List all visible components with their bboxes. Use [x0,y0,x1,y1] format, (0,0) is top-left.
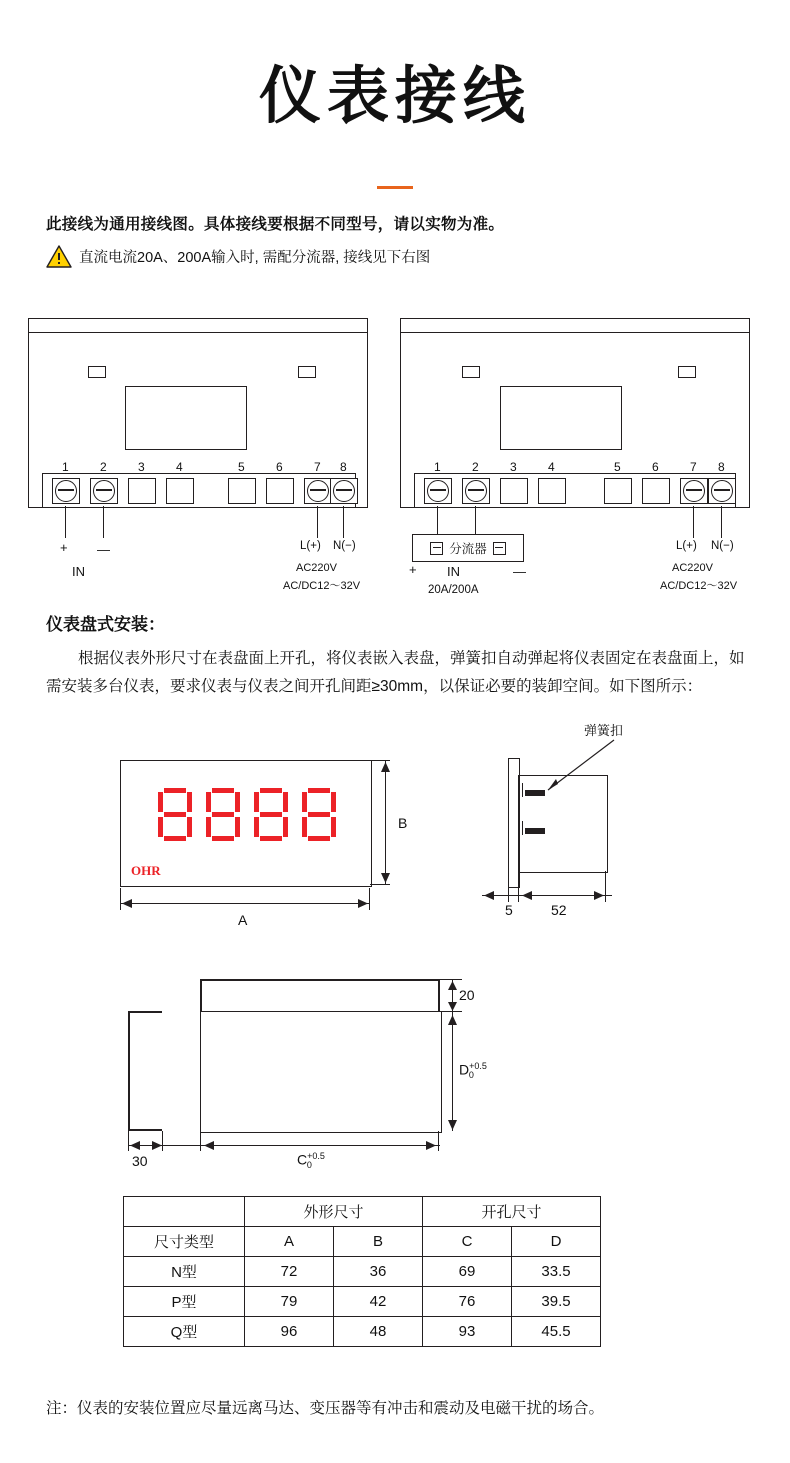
dimension-C-tol-lower: 0 [306,1160,312,1171]
warning-row [46,245,430,268]
gap-20-label: 20 [459,987,475,1003]
terminal-number: 8 [718,460,725,474]
section-heading-mounting: 仪表盘式安装： [46,615,165,634]
cell-B: 36 [334,1257,423,1287]
screw-terminal-1 [55,480,77,502]
table-row [124,1317,601,1347]
header-group-outline: 外形尺寸 [245,1197,423,1227]
power-ac-label: AC220V [296,562,337,574]
table-subheader-row [124,1227,601,1257]
terminal-number: 5 [614,460,621,474]
input-plus-label: + [60,540,68,555]
header-group-cutout: 开孔尺寸 [423,1197,601,1227]
intro-lead-text: 此接线为通用接线图。具体接线要根据不同型号，请以实物为准。 [46,216,505,233]
gap-30-label: 30 [132,1153,148,1169]
header-col-A: A [245,1227,334,1257]
dimension-D-tol-lower: 0 [468,1070,474,1081]
cutout-drawing [0,965,790,1180]
cell-C: 93 [423,1317,512,1347]
screw-terminal-1 [427,480,449,502]
shunt-range-label: 20A/200A [428,584,479,596]
led-digit [206,788,240,840]
dimension-C-label: C [297,1151,308,1168]
live-label: L(+) [676,540,697,552]
table-row [124,1287,601,1317]
cell-A: 72 [245,1257,334,1287]
led-digit [158,788,192,840]
table-row [124,1257,601,1287]
shunt-minus-label: — [513,564,526,579]
shunt-label: 分流器 [449,542,487,556]
screw-terminal-8 [333,480,355,502]
terminal-number: 7 [314,460,321,474]
led-digit [302,788,336,840]
mounting-paragraph: 根据仪表外形尺寸在表盘面上开孔，将仪表嵌入表盘，弹簧扣自动弹起将仪表固定在表盘面上，如需安装多台仪表，要求仪表与仪表之间开孔间距≥30mm，以保证必要的装卸空间。如下图所示： [46,650,745,695]
screw-terminal-2 [93,480,115,502]
power-dc-label: AC/DC12～32V [283,580,361,592]
terminal-number: 1 [62,460,69,474]
depth-52-label: 52 [551,902,567,918]
power-dc-label: AC/DC12～32V [660,580,738,592]
dimension-D-label: D [459,1061,470,1078]
terminal-number: 4 [548,460,555,474]
wiring-diagrams [0,318,790,608]
cell-type: N型 [124,1257,245,1287]
brand-logo: OHR [131,863,161,878]
shunt-plus-label: + [409,562,417,577]
panel-mount-drawing [0,720,790,940]
terminal-number: 3 [138,460,145,474]
dimension-table [123,1196,601,1347]
terminal-number: 6 [652,460,659,474]
neutral-label: N(−) [333,540,356,552]
shunt-in-label: IN [447,564,460,579]
neutral-label: N(−) [711,540,734,552]
footer-note: 注：仪表的安装位置应尽量远离马达、变压器等有冲击和震动及电磁干扰的场合。 [46,1400,605,1417]
cell-D: 39.5 [512,1287,601,1317]
terminal-number: 2 [100,460,107,474]
terminal-number: 3 [510,460,517,474]
terminal-number: 1 [434,460,441,474]
cell-B: 48 [334,1317,423,1347]
terminal-number: 8 [340,460,347,474]
dimension-B-label: B [398,815,408,831]
dimension-D-tol-upper: +0.5 [469,1061,487,1071]
cell-type: P型 [124,1287,245,1317]
screw-terminal-8 [711,480,733,502]
shunt-box [412,534,524,562]
cell-A: 79 [245,1287,334,1317]
warning-text: 直流电流20A、200A输入时, 需配分流器, 接线见下右图 [79,250,431,266]
warning-triangle-icon [46,245,72,268]
screw-terminal-2 [465,480,487,502]
live-label: L(+) [300,540,321,552]
depth-5-label: 5 [505,902,513,918]
page-title: 仪表接线 [258,59,531,132]
input-minus-label: — [97,542,110,557]
terminal-number: 5 [238,460,245,474]
table-corner-cell [124,1197,245,1227]
led-digit [254,788,288,840]
power-ac-label: AC220V [672,562,713,574]
cell-C: 76 [423,1287,512,1317]
header-type: 尺寸类型 [124,1227,245,1257]
cell-type: Q型 [124,1317,245,1347]
cell-B: 42 [334,1287,423,1317]
cell-D: 33.5 [512,1257,601,1287]
header-col-C: C [423,1227,512,1257]
header-col-D: D [512,1227,601,1257]
cell-A: 96 [245,1317,334,1347]
table-header-row [124,1197,601,1227]
spring-clip-label: 弹簧扣 [584,723,624,738]
cell-D: 45.5 [512,1317,601,1347]
terminal-number: 2 [472,460,479,474]
shunt-terminal-left-icon [430,542,443,555]
header-col-B: B [334,1227,423,1257]
terminal-number: 7 [690,460,697,474]
input-label: IN [72,564,85,579]
dimension-C-tol-upper: +0.5 [307,1151,325,1161]
cell-C: 69 [423,1257,512,1287]
title-divider [377,186,413,189]
screw-terminal-7 [307,480,329,502]
dimension-A-label: A [238,912,248,928]
shunt-terminal-right-icon [493,542,506,555]
screw-terminal-7 [683,480,705,502]
terminal-number: 4 [176,460,183,474]
terminal-number: 6 [276,460,283,474]
